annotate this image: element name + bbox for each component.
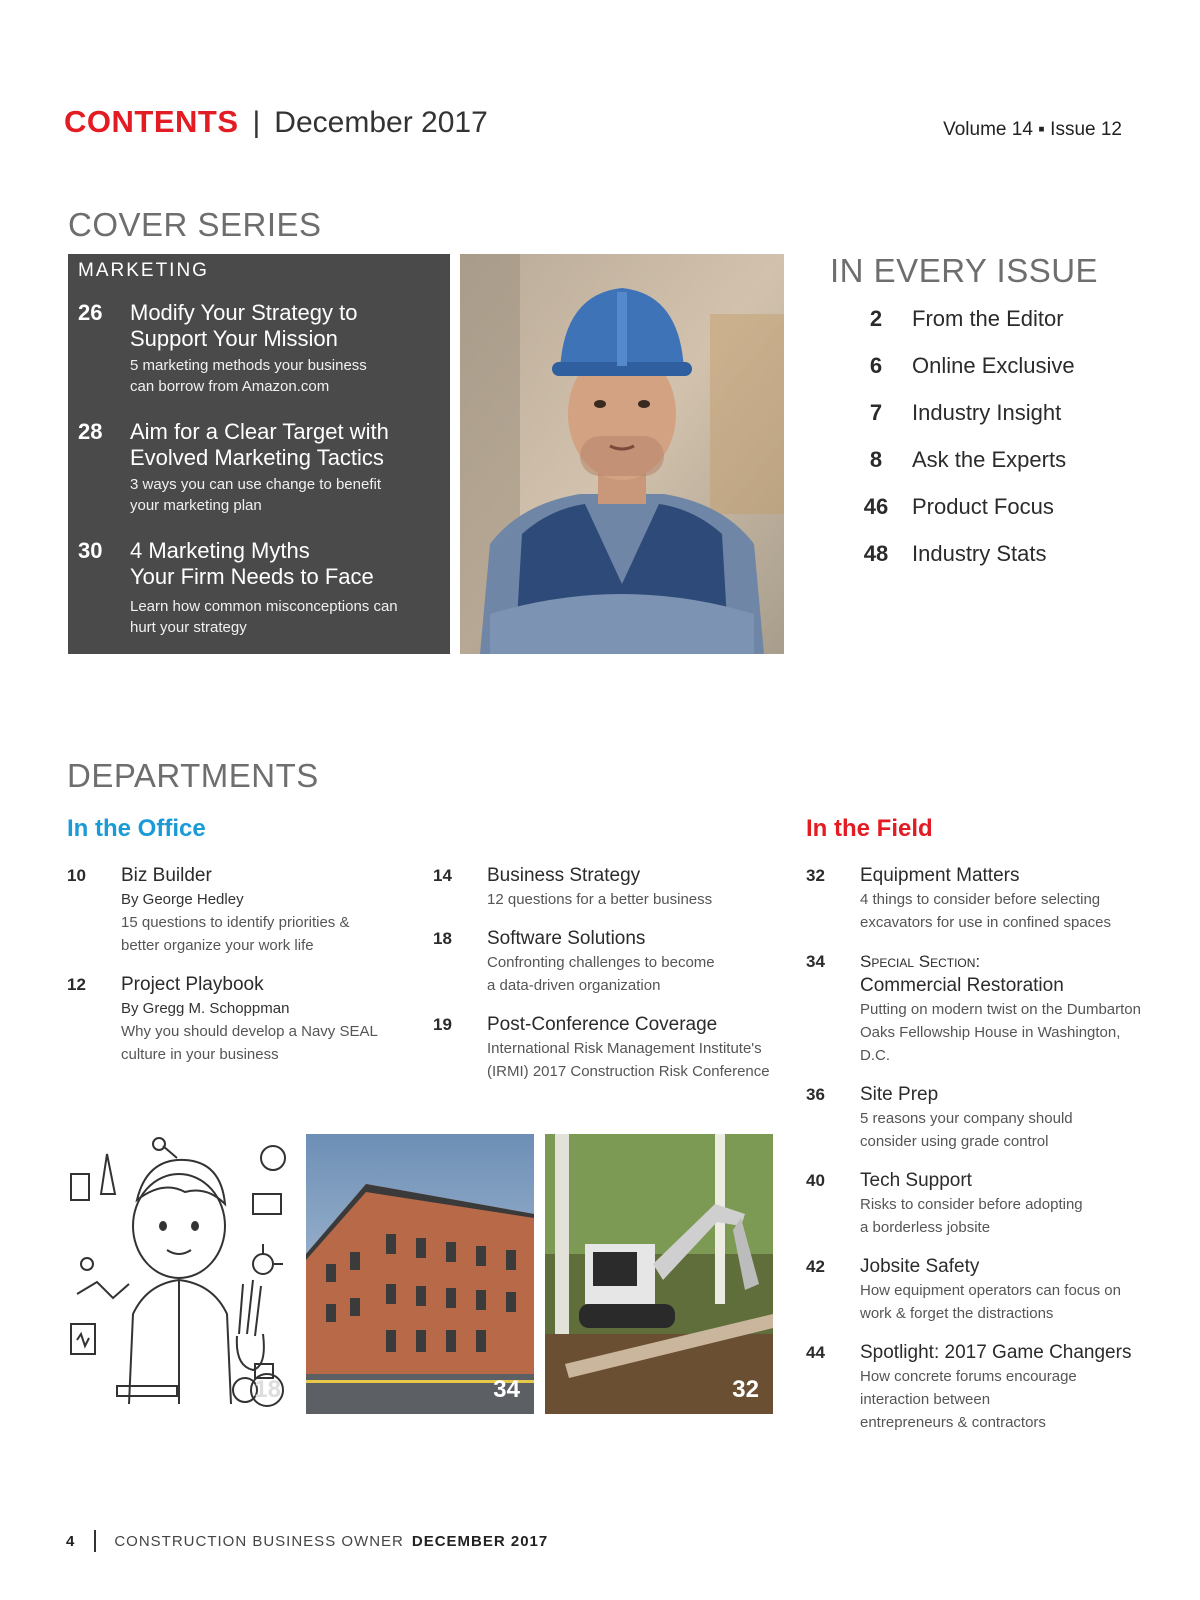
list-item-page: 8 [869,447,883,472]
dept-item-desc: Putting on modern twist on the Dumbarton [860,1001,1141,1018]
contents-label: CONTENTS [64,104,239,139]
dept-item-title: Software Solutions [487,928,646,949]
list-item-label: From the Editor [912,306,1064,331]
dept-item[interactable] [806,1169,1146,1239]
dept-item-title: Commercial Restoration [860,975,1064,996]
cover-item-title: 4 Marketing Myths [130,538,310,563]
business-doodle-illustration [67,1134,295,1414]
list-item[interactable] [850,400,1075,447]
list-item-label: Industry Stats [912,541,1047,566]
issue-month: December 2017 [274,106,488,139]
dept-item[interactable] [806,1255,1146,1325]
cover-item-title: Support Your Mission [130,326,338,351]
page-footer [66,1530,548,1552]
cover-item[interactable] [78,419,440,516]
dept-item-desc: (IRMI) 2017 Construction Risk Conference [487,1063,770,1080]
dept-item-desc: interaction between [860,1391,991,1408]
header-separator: | [252,106,261,139]
dept-item-desc: better organize your work life [121,937,314,954]
dept-item-desc: culture in your business [121,1046,279,1063]
dept-item-byline: By Gregg M. Schoppman [121,1000,290,1017]
dept-item-title: Site Prep [860,1084,939,1105]
list-item-page: 7 [869,400,883,425]
dept-item-title: Business Strategy [487,865,641,886]
cover-item-page: 26 [78,300,103,325]
list-item-page: 6 [869,353,883,378]
dept-item[interactable] [433,1013,773,1083]
dept-item-desc: a data-driven organization [487,977,661,994]
dept-item-page: 19 [433,1015,452,1034]
cover-item-desc: Learn how common misconceptions can [130,598,398,615]
list-item-label: Product Focus [912,494,1054,519]
publication-name: CONSTRUCTION BUSINESS OWNER [114,1532,404,1550]
dept-item-page: 12 [67,975,86,994]
dept-item-desc: 15 questions to identify priorities & [121,914,350,931]
image-page-number: 32 [732,1376,759,1403]
dept-item-desc: Why you should develop a Navy SEAL [121,1023,378,1040]
dept-item[interactable] [806,1083,1146,1153]
dept-item-desc: Confronting challenges to become [487,954,715,971]
excavator-photo [545,1134,773,1414]
dept-item-title: Jobsite Safety [860,1256,980,1277]
dept-item-desc: consider using grade control [860,1133,1049,1150]
page-number: 4 [66,1532,75,1550]
list-item-label: Industry Insight [912,400,1062,425]
special-section-label: Special Section: [860,952,981,971]
dept-item-desc: Oaks Fellowship House in Washington, D.C. [860,1024,1121,1064]
cover-item-desc: 5 marketing methods your business [130,357,367,374]
volume-issue: Volume 14 ▪ Issue 12 [943,119,1122,140]
cover-item-desc: hurt your strategy [130,619,247,636]
dept-item-desc: International Risk Management Institute's [487,1040,762,1057]
dept-item-title: Equipment Matters [860,865,1020,886]
cover-item-page: 30 [78,538,103,563]
in-every-issue-list [850,306,1075,588]
dept-item-desc: How concrete forums encourage [860,1368,1077,1385]
office-column-1 [67,864,387,1082]
masthead [64,104,488,140]
dept-item-page: 42 [806,1257,825,1276]
dept-item-page: 32 [806,866,825,885]
dept-item[interactable] [806,1341,1146,1434]
dept-item-desc: 5 reasons your company should [860,1110,1073,1127]
dept-item-title: Tech Support [860,1170,972,1191]
cover-series-box [68,254,450,654]
cover-series-title: COVER SERIES [68,206,322,243]
in-the-office-title: In the Office [67,815,206,842]
dept-item[interactable] [433,927,773,997]
cover-item-title: Modify Your Strategy to [130,300,358,325]
dept-item-desc: Risks to consider before adopting [860,1196,1083,1213]
in-every-issue-title: IN EVERY ISSUE [830,252,1099,289]
list-item[interactable] [850,353,1075,400]
footer-divider [94,1530,96,1552]
dept-item-title: Post-Conference Coverage [487,1014,718,1035]
field-column [806,864,1146,1450]
list-item[interactable] [850,494,1075,541]
dept-item-page: 18 [433,929,452,948]
cover-item-title: Evolved Marketing Tactics [130,445,384,470]
cover-item-desc: your marketing plan [130,497,262,514]
dept-item[interactable] [433,864,773,911]
brick-building-photo [306,1134,534,1414]
dept-item-page: 36 [806,1085,825,1104]
dept-item-title: Biz Builder [121,865,212,886]
dept-item[interactable] [806,950,1146,1067]
cover-item[interactable] [78,538,440,638]
cover-item-desc: 3 ways you can use change to benefit [130,476,382,493]
footer-date: DECEMBER 2017 [411,1532,549,1550]
dept-item-title: Project Playbook [121,974,264,995]
dept-item-page: 40 [806,1171,825,1190]
list-item-label: Online Exclusive [912,353,1075,378]
in-the-field-title: In the Field [806,815,933,842]
list-item[interactable] [850,541,1075,588]
dept-item[interactable] [67,864,387,957]
dept-item-desc: a borderless jobsite [860,1219,991,1236]
dept-item-desc: work & forget the distractions [860,1305,1054,1322]
image-page-number: 18 [254,1376,281,1403]
dept-item-desc: 12 questions for a better business [487,891,713,908]
cover-item-title: Aim for a Clear Target with [130,419,389,444]
dept-item-desc: excavators for use in confined spaces [860,914,1111,931]
dept-item-page: 44 [806,1343,825,1362]
dept-item-desc: How equipment operators can focus on [860,1282,1121,1299]
cover-item[interactable] [78,300,440,397]
departments-title: DEPARTMENTS [67,757,319,794]
cover-category: MARKETING [78,260,209,281]
dept-item[interactable] [806,864,1146,934]
dept-item-title: Spotlight: 2017 Game Changers [860,1342,1132,1363]
dept-item-desc: entrepreneurs & contractors [860,1414,1046,1431]
list-item-page: 48 [863,541,889,566]
list-item-page: 2 [869,306,883,331]
cover-item-desc: can borrow from Amazon.com [130,378,330,395]
list-item-label: Ask the Experts [912,447,1067,472]
dept-item[interactable] [67,973,387,1066]
cover-item-title: Your Firm Needs to Face [130,564,374,589]
dept-item-byline: By George Hedley [121,891,244,908]
dept-item-page: 10 [67,866,86,885]
construction-worker-photo [460,254,784,654]
cover-item-page: 28 [78,419,103,444]
list-item-page: 46 [863,494,889,519]
dept-item-desc: 4 things to consider before selecting [860,891,1101,908]
dept-item-page: 34 [806,952,825,971]
dept-item-page: 14 [433,866,452,885]
list-item[interactable] [850,447,1075,494]
list-item[interactable] [850,306,1075,353]
office-column-2 [433,864,773,1099]
image-page-number: 34 [493,1376,520,1403]
